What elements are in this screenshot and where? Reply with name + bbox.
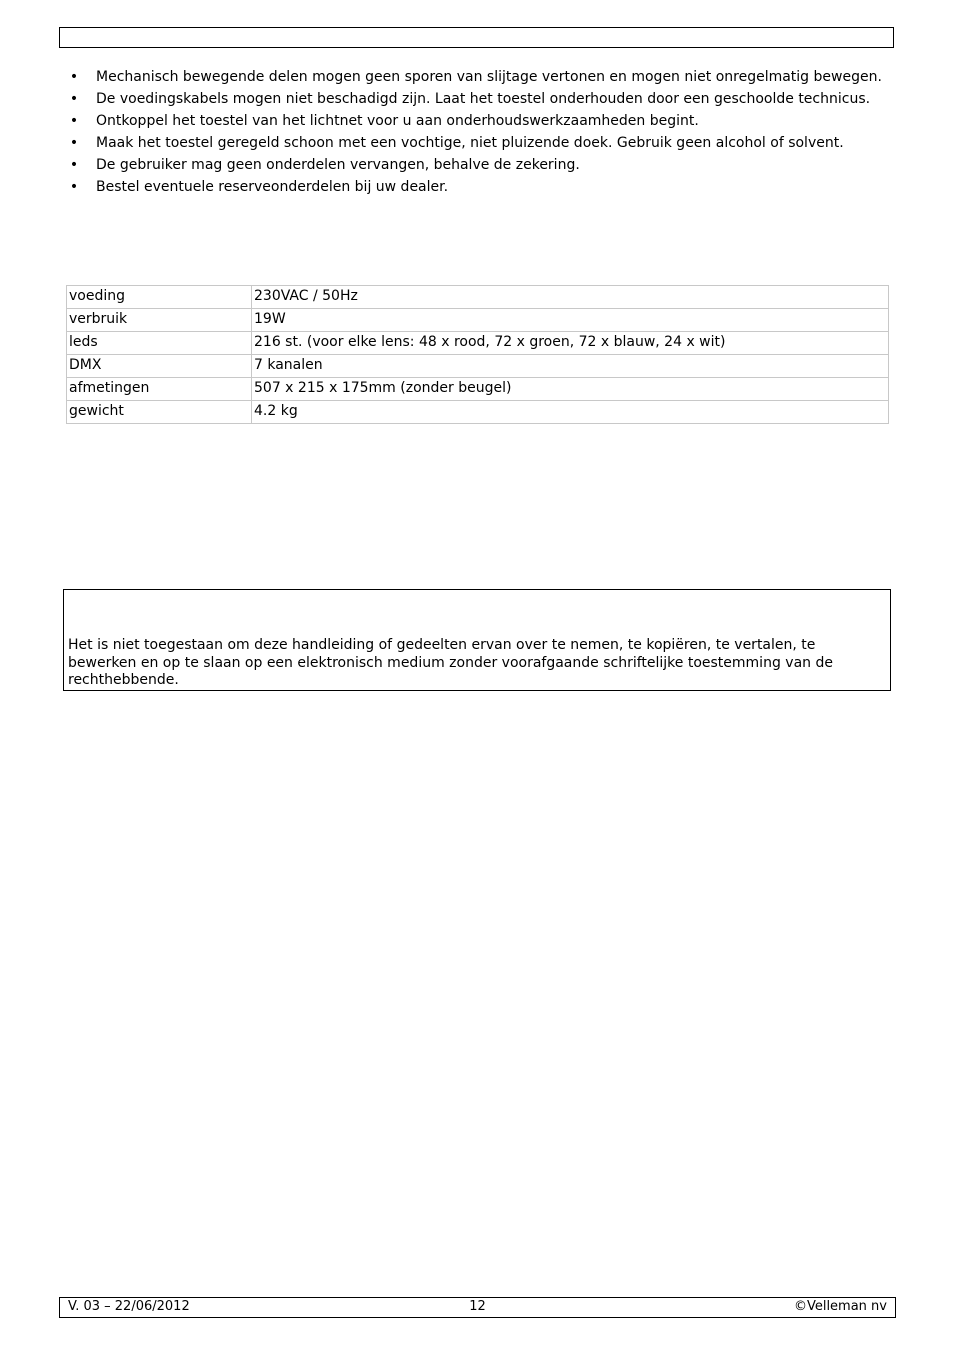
bullet-icon: •	[69, 179, 79, 195]
list-item	[63, 90, 883, 108]
spec-label: verbruik	[67, 309, 252, 332]
spec-label: gewicht	[67, 401, 252, 424]
bullet-icon: •	[69, 135, 79, 151]
spec-value: 216 st. (voor elke lens: 48 x rood, 72 x groen, 72 x blauw, 24 x wit)	[252, 332, 889, 355]
footer-page-number: 12	[469, 1299, 486, 1314]
spec-value: 230VAC / 50Hz	[252, 286, 889, 309]
list-item-text: Maak het toestel geregeld schoon met een vochtige, niet pluizende doek. Gebruik geen alcohol of solvent.	[96, 135, 844, 151]
bullet-icon: •	[69, 91, 79, 107]
footer-copyright: ©Velleman nv	[793, 1299, 887, 1314]
spec-label: afmetingen	[67, 378, 252, 401]
maintenance-list	[63, 68, 883, 200]
spec-label: DMX	[67, 355, 252, 378]
list-item-text: De gebruiker mag geen onderdelen vervangen, behalve de zekering.	[96, 157, 580, 173]
bullet-icon: •	[69, 113, 79, 129]
spec-value: 4.2 kg	[252, 401, 889, 424]
bullet-icon: •	[69, 69, 79, 85]
spec-label: voeding	[67, 286, 252, 309]
spec-value: 507 x 215 x 175mm (zonder beugel)	[252, 378, 889, 401]
list-item-text: Bestel eventuele reserveonderdelen bij uw dealer.	[96, 179, 449, 195]
spec-label: leds	[67, 332, 252, 355]
table-row	[67, 355, 889, 378]
list-item-text: De voedingskabels mogen niet beschadigd zijn. Laat het toestel onderhouden door een geschoolde technicus.	[96, 91, 871, 107]
header-box	[59, 27, 894, 48]
spec-value: 7 kanalen	[252, 355, 889, 378]
table-row	[67, 378, 889, 401]
list-item	[63, 68, 883, 86]
list-item	[63, 112, 883, 130]
list-item	[63, 134, 883, 152]
list-item	[63, 156, 883, 174]
spec-table	[66, 285, 889, 424]
table-row	[67, 332, 889, 355]
table-row	[67, 309, 889, 332]
copyright-notice-text: Het is niet toegestaan om deze handleiding of gedeelten ervan over te nemen, te kopiëren, te vertalen, te bewerken en op te slaan op een elektronisch medium zonder voorafgaande schriftelijke toestemming van de rechthebbende.	[68, 637, 833, 688]
table-row	[67, 401, 889, 424]
spec-value: 19W	[252, 309, 889, 332]
bullet-icon: •	[69, 157, 79, 173]
page-footer	[59, 1297, 896, 1318]
list-item	[63, 178, 883, 196]
list-item-text: Ontkoppel het toestel van het lichtnet voor u aan onderhoudswerkzaamheden begint.	[96, 113, 699, 129]
footer-version: V. 03 – 22/06/2012	[68, 1299, 190, 1314]
copyright-notice-box	[63, 589, 891, 691]
table-row	[67, 286, 889, 309]
list-item-text: Mechanisch bewegende delen mogen geen sporen van slijtage vertonen en mogen niet onregelmatig bewegen.	[96, 69, 882, 85]
